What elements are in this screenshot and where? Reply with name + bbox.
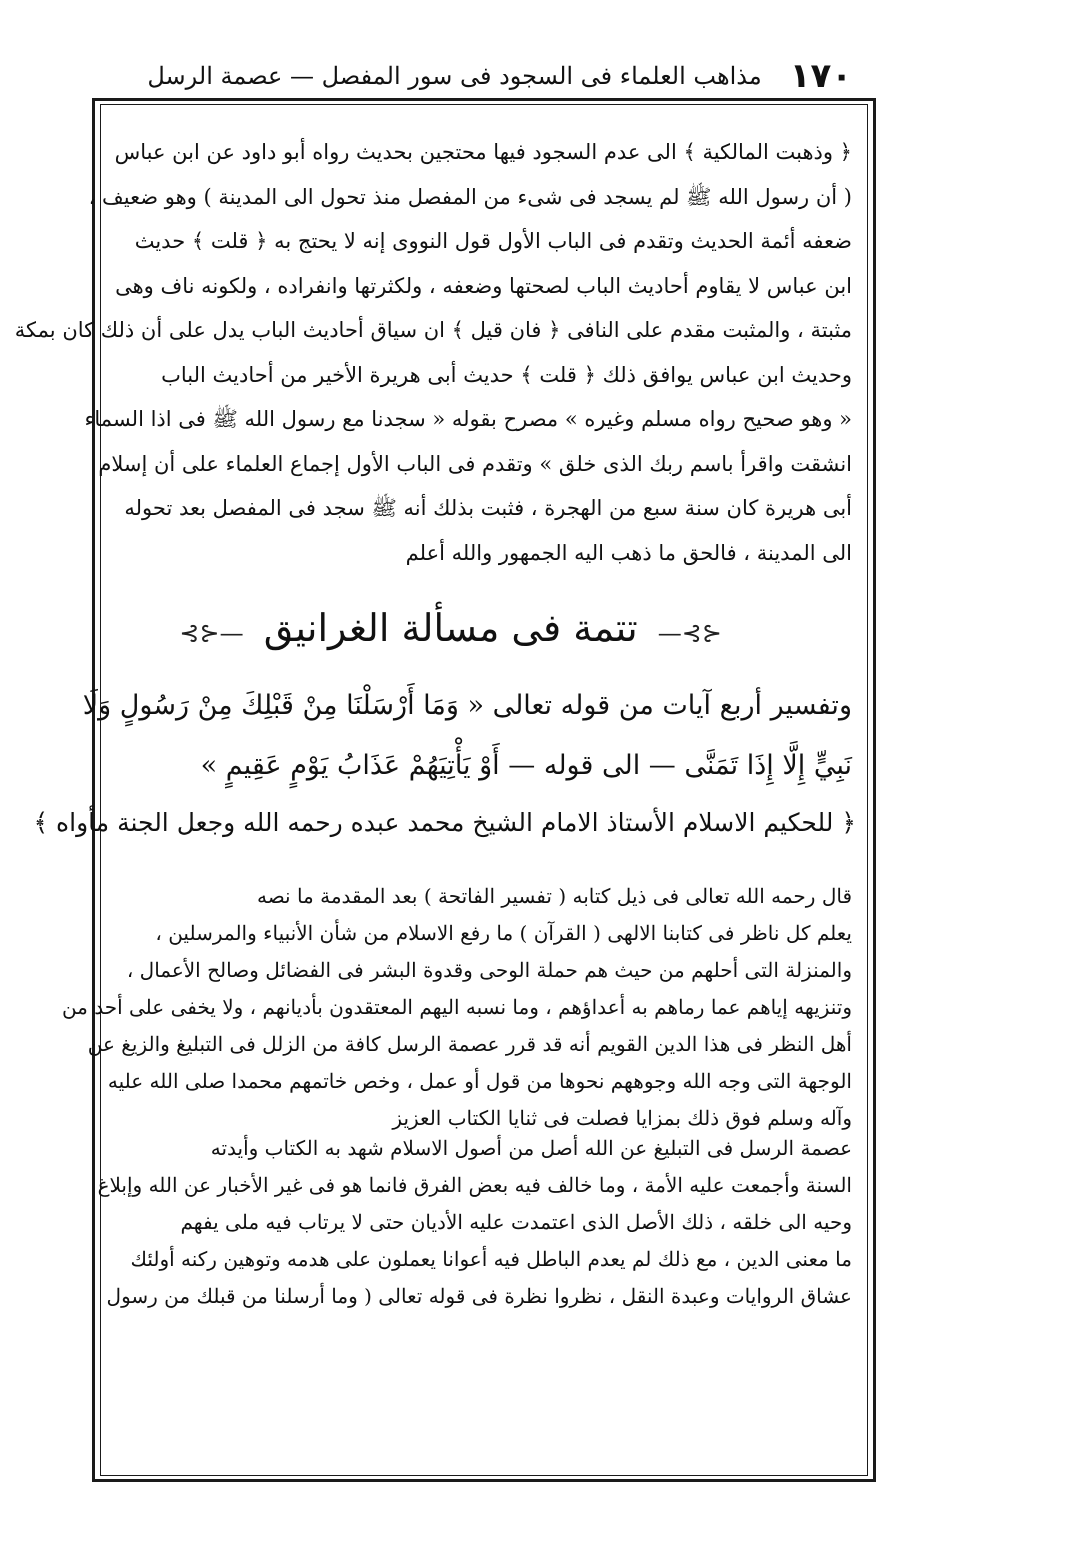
text-line: ﴿ وذهبت المالكية ﴾ الى عدم السجود فيها محتجين بحديث رواه أبو داود عن ابن عباس (114, 140, 852, 164)
verse-intro (82, 676, 852, 796)
section-maliki-opinion (14, 130, 852, 575)
title-ornament-left: —⊰⊱ (179, 619, 244, 647)
text-line: « وهو صحيح رواه مسلم وغيره » مصرح بقوله « سجدنا مع رسول الله ﷺ فى اذا السماء (84, 407, 852, 431)
text-line: أبى هريرة كان سنة سبع من الهجرة ، فثبت بذلك أنه ﷺ سجد فى المفصل بعد تحوله (124, 496, 852, 520)
running-header-title: مذاهب العلماء فى السجود فى سور المفصل — عصمة الرسل (147, 62, 762, 90)
text-line: السنة وأجمعت عليه الأمة ، وما خالف فيه بعض الفرق فانما هو فى غير الأخبار عن الله وإبلاغ (97, 1173, 852, 1197)
text-line: ( أن رسول الله ﷺ لم يسجد فى شىء من المفصل منذ تحول الى المدينة ) وهو ضعيف ، (88, 184, 852, 209)
section-abduh-quote (61, 878, 852, 1137)
text-line: ضعفه أئمة الحديث وتقدم فى الباب الأول قول النووى إنه لا يحتج به ﴿ قلت ﴾ حديث (134, 229, 852, 253)
text-line: الى المدينة ، فالحق ما ذهب اليه الجمهور والله أعلم (405, 540, 852, 565)
text-line: عشاق الروايات وعبدة النقل ، نظروا نظرة فى قوله تعالى ( وما أرسلنا من قبلك من رسول (106, 1284, 852, 1308)
author-subheading: ﴿ للحكيم الاسلام الأستاذ الامام الشيخ محمد عبده رحمه الله وجعل الجنة مأواه ﴾ (33, 808, 856, 837)
text-line: والمنزلة التى أحلهم من حيث هم حملة الوحى وقدوة البشر فى الفضائل وصالح الأعمال ، (126, 958, 852, 982)
verse-line: نَبِيٍّ إِلَّا إِذَا تَمَنَّى — الى قوله — أَوْ يَأْتِيَهُمْ عَذَابُ يَوْمٍ عَقِيمٍ » (200, 750, 852, 781)
text-line: عصمة الرسل فى التبليغ عن الله أصل من أصول الاسلام شهد به الكتاب وأيدته (210, 1136, 852, 1160)
text-line: وتنزيهه إياهم عما رماهم به أعداؤهم ، وما نسبه اليهم المعتقدون بأديانهم ، ولا يخفى على أحد من (61, 995, 852, 1019)
text-line: انشقت واقرأ باسم ربك الذى خلق » وتقدم فى الباب الأول إجماع العلماء على أن إسلام (98, 451, 852, 476)
text-line: مثبتة ، والمثبت مقدم على النافى ﴿ فان قيل ﴾ ان سياق أحاديث الباب يدل على أن ذلك كان بمكة (14, 318, 852, 342)
section-title-text: تتمة فى مسألة الغرانيق (263, 606, 638, 650)
text-line: قال رحمه الله تعالى فى ذيل كتابه ( تفسير الفاتحة ) بعد المقدمة ما نصه (256, 884, 852, 908)
running-header (147, 56, 852, 96)
text-line: ابن عباس لا يقاوم أحاديث الباب لصحتها وضعفه ، ولكثرتها وانفراده ، ولكونه ناف وهى (115, 273, 852, 298)
page-number: ١٧٠ (789, 56, 852, 96)
text-line: وحديث ابن عباس يوافق ذلك ﴿ قلت ﴾ حديث أبى هريرة الأخير من أحاديث الباب (161, 362, 852, 387)
text-line: أهل النظر فى هذا الدين القويم أنه قد قرر عصمة الرسل كافة من الزلل فى التبليغ والزيغ عن (87, 1032, 852, 1056)
text-line: وحيه الى خلقه ، ذلك الأصل الذى اعتمدت عليه الأديان حتى لا يرتاب فيه ملى يفهم (180, 1210, 852, 1234)
text-line: الوجهة التى وجه الله وجوههم نحوها من قول أو عمل ، وخص خاتمهم محمدا صلى الله عليه (107, 1069, 852, 1093)
text-line: وآله وسلم فوق ذلك بمزايا فصلت فى ثنايا الكتاب العزيز (392, 1106, 852, 1130)
title-ornament-right: ⊰⊱— (657, 619, 722, 647)
section-title (179, 606, 730, 650)
text-line: يعلم كل ناظر فى كتابنا الالهى ( القرآن ) ما رفع الاسلام من شأن الأنبياء والمرسلين ، (155, 921, 852, 945)
text-line: ما معنى الدين ، مع ذلك لم يعدم الباطل فيه أعوانا يعملون على هدمه وتوهين ركنه أولئك (130, 1247, 852, 1271)
verse-line: وتفسير أربع آيات من قوله تعالى « وَمَا أَرْسَلْنَا مِنْ قَبْلِكَ مِنْ رَسُولٍ وَلَا (82, 690, 852, 721)
section-prophetic-infallibility (97, 1130, 852, 1315)
